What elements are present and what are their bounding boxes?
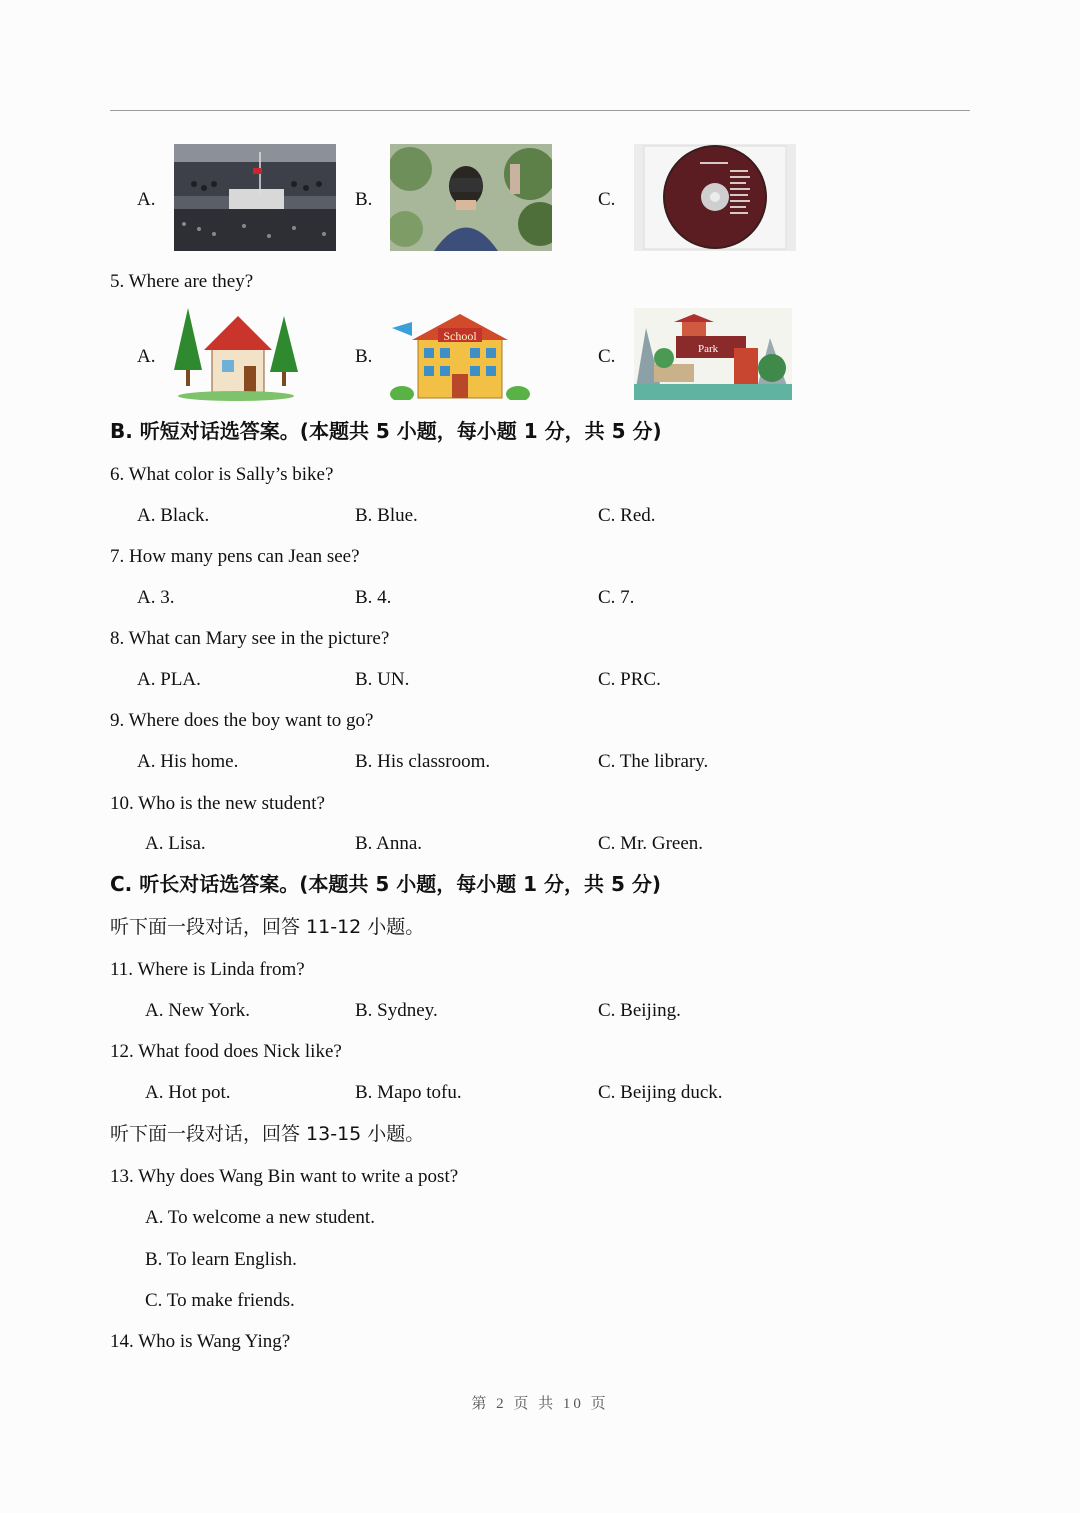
- question-13: 13. Why does Wang Bin want to write a post?: [110, 1166, 459, 1187]
- q9-option-c[interactable]: C. The library.: [598, 751, 709, 772]
- page-footer: 第 2 页 共 10 页: [471, 1396, 609, 1412]
- q12-option-c[interactable]: C. Beijing duck.: [598, 1082, 723, 1103]
- section-c-heading: C. 听长对话选答案。(本题共 5 小题，每小题 1 分，共 5 分): [110, 872, 662, 896]
- header-rule: [110, 110, 970, 111]
- vr-headset-woman-photo[interactable]: [390, 144, 552, 251]
- question-10: 10. Who is the new student?: [110, 793, 325, 814]
- question-11: 11. Where is Linda from?: [110, 959, 305, 980]
- q11-option-c[interactable]: C. Beijing.: [598, 1000, 681, 1021]
- option-label-a: A.: [137, 346, 156, 367]
- question-6: 6. What color is Sally’s bike?: [110, 464, 334, 485]
- section-b-heading: B. 听短对话选答案。(本题共 5 小题，每小题 1 分，共 5 分): [110, 419, 662, 443]
- q8-option-a[interactable]: A. PLA.: [137, 669, 201, 690]
- q11-option-b[interactable]: B. Sydney.: [355, 1000, 438, 1021]
- q6-option-b[interactable]: B. Blue.: [355, 505, 418, 526]
- option-label-b: B.: [355, 346, 373, 367]
- question-5: 5. Where are they?: [110, 271, 254, 292]
- question-8: 8. What can Mary see in the picture?: [110, 628, 390, 649]
- q9-option-b[interactable]: B. His classroom.: [355, 751, 491, 772]
- q10-option-c[interactable]: C. Mr. Green.: [598, 833, 704, 854]
- question-9: 9. Where does the boy want to go?: [110, 710, 374, 731]
- q12-option-a[interactable]: A. Hot pot.: [145, 1082, 231, 1103]
- instruction-13-15: 听下面一段对话，回答 13-15 小题。: [110, 1123, 425, 1145]
- school-sign-text: School: [443, 329, 477, 343]
- q6-option-a[interactable]: A. Black.: [137, 505, 210, 526]
- q13-option-c[interactable]: C. To make friends.: [145, 1290, 295, 1311]
- q9-option-a[interactable]: A. His home.: [137, 751, 239, 772]
- q7-option-a[interactable]: A. 3.: [137, 587, 175, 608]
- flag-raising-ceremony-photo[interactable]: [174, 144, 336, 251]
- q11-option-a[interactable]: A. New York.: [145, 1000, 251, 1021]
- q6-option-c[interactable]: C. Red.: [598, 505, 656, 526]
- q10-option-b[interactable]: B. Anna.: [355, 833, 423, 854]
- option-label-c: C.: [598, 346, 616, 367]
- q7-option-c[interactable]: C. 7.: [598, 587, 635, 608]
- q13-option-b[interactable]: B. To learn English.: [145, 1249, 297, 1270]
- park-sign-text: Park: [698, 343, 719, 355]
- q8-option-c[interactable]: C. PRC.: [598, 669, 661, 690]
- question-14: 14. Who is Wang Ying?: [110, 1331, 291, 1352]
- cd-disc-photo[interactable]: [634, 144, 796, 251]
- question-7: 7. How many pens can Jean see?: [110, 546, 360, 567]
- q7-option-b[interactable]: B. 4.: [355, 587, 392, 608]
- option-label-c: C.: [598, 189, 616, 210]
- option-label-a: A.: [137, 189, 156, 210]
- school-building-illustration[interactable]: [390, 310, 530, 400]
- house-with-trees-illustration[interactable]: [172, 306, 300, 402]
- park-illustration[interactable]: [634, 308, 792, 400]
- option-label-b: B.: [355, 189, 373, 210]
- q12-option-b[interactable]: B. Mapo tofu.: [355, 1082, 462, 1103]
- q13-option-a[interactable]: A. To welcome a new student.: [145, 1207, 375, 1228]
- question-12: 12. What food does Nick like?: [110, 1041, 342, 1062]
- instruction-11-12: 听下面一段对话，回答 11-12 小题。: [110, 916, 425, 938]
- q10-option-a[interactable]: A. Lisa.: [145, 833, 206, 854]
- q8-option-b[interactable]: B. UN.: [355, 669, 410, 690]
